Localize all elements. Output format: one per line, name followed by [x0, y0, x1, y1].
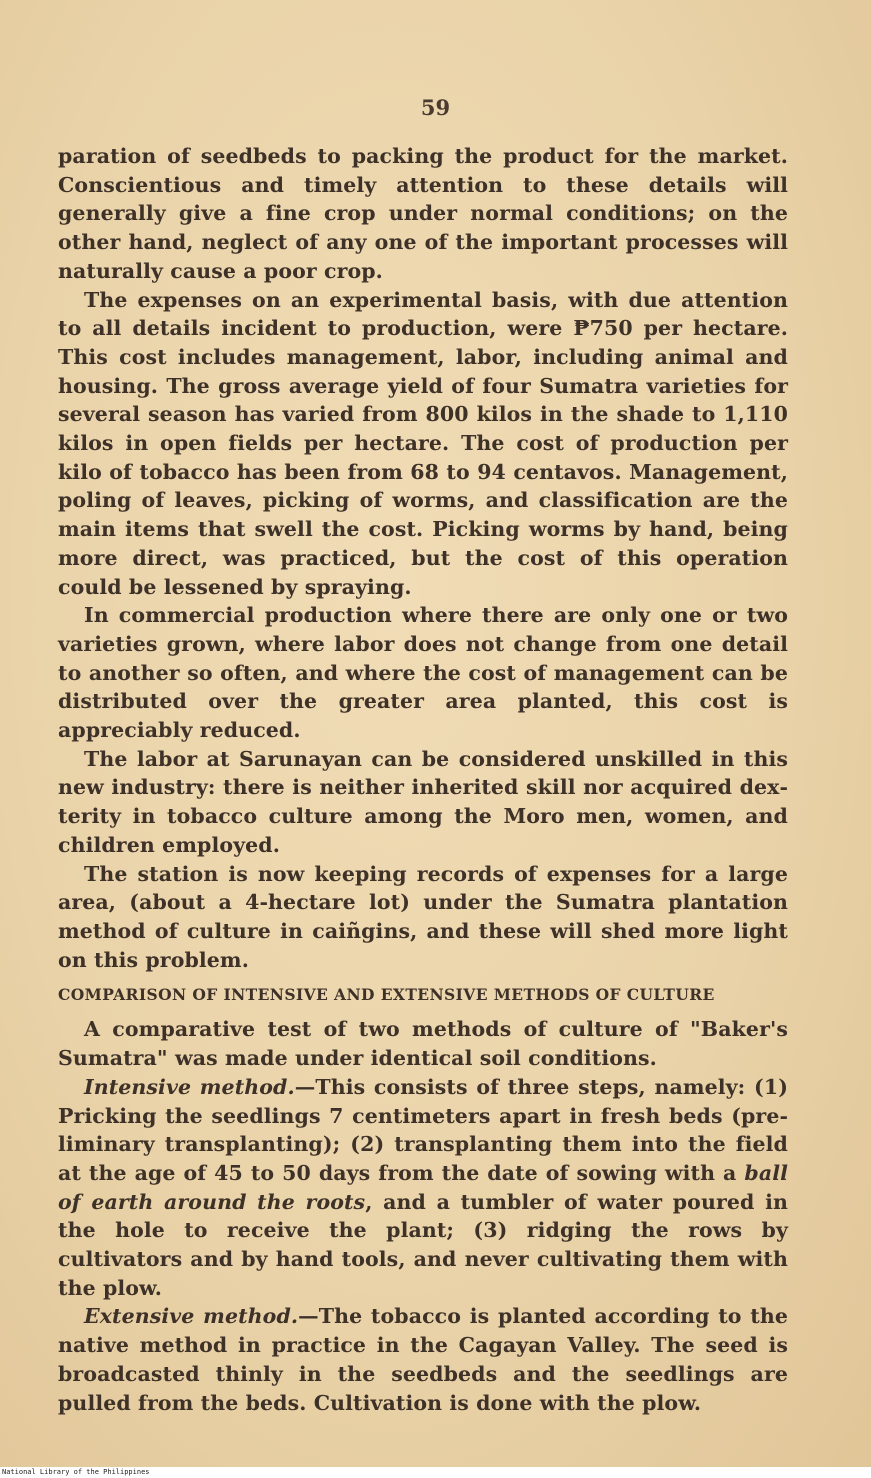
paragraph-expenses: The expenses on an experimental basis, with due attention to all details incident to production, were ₱750 per hectare. This cost includes management, labor, including animal and housing. The gross average yield of four Sumatra varieties for several season has varied from 800 kilos in the shade to 1,110 kilos in open fields per hectare. The cost of production per kilo of tobacco has been from 68 to 94 centavos. Management, poling of leaves, picking of worms, and classification are the main items that swell the cost. Picking worms by hand, being more direct, was practiced, but the cost of this operation could be lessened by spraying. [58, 287, 788, 599]
paragraph-commercial-production: In commercial production where there are only one or two varieties grown, where labor does not change from one detail to another so often, and where the cost of management can be distributed over the greater area planted, this cost is appreciably reduced. [58, 603, 788, 743]
paragraph-labor: The labor at Sarunayan can be considered unskilled in this new industry: there is neither inherited skill nor acquired dexterity in tobacco culture among the Moro men, women, and children employed. [58, 746, 788, 857]
paragraph-intensive-method [58, 1073, 788, 1303]
extensive-method-lead: Extensive method. [84, 1304, 299, 1329]
section-heading: COMPARISON OF INTENSIVE AND EXTENSIVE METHODS OF CULTURE [58, 985, 715, 1005]
footer-credit: National Library of the Philippines [0, 1467, 871, 1478]
intensive-method-lead: Intensive method. [84, 1074, 295, 1099]
paragraph-section-intro: A comparative test of two methods of culture of "Baker's Sumatra" was made under identical soil conditions. [58, 1017, 788, 1071]
page-body [58, 142, 788, 1417]
intensive-method-text-1: —This consists of three steps, namely: (1) Pricking the seedlings 7 centimeters apart in fresh beds (preliminary transplanting); (2) transplanting them into the field at the age of 45 to 50 days from the date of sowing with a [58, 1074, 788, 1185]
paragraph-continuation: paration of seedbeds to packing the product for the market. Conscientious and timely attention to these details will generally give a fine crop under normal conditions; on the other hand, neglect of any one of the important processes will naturally cause a poor crop. [58, 144, 788, 283]
intensive-method-text-2: , and a tumbler of water poured in the hole to receive the plant; (3) ridging the rows by cultivators and by hand tools, and never cultivating them with the plow. [58, 1189, 788, 1300]
paragraph-station-records: The station is now keeping records of expenses for a large area, (about a 4-hectare lot) under the Sumatra plantation method of culture in caiñgins, and these will shed more light on this problem. [58, 861, 788, 972]
extensive-method-text: —The tobacco is planted according to the native method in practice in the Cagayan Valley. The seed is broadcasted thinly in the seedbeds and the seedlings are pulled from the beds. Cultivation is done with the plow. [58, 1304, 788, 1415]
page-number: 59 [420, 95, 451, 120]
paragraph-extensive-method [58, 1302, 788, 1417]
intensive-method-emphasis: ball of earth around the roots [58, 1160, 788, 1214]
